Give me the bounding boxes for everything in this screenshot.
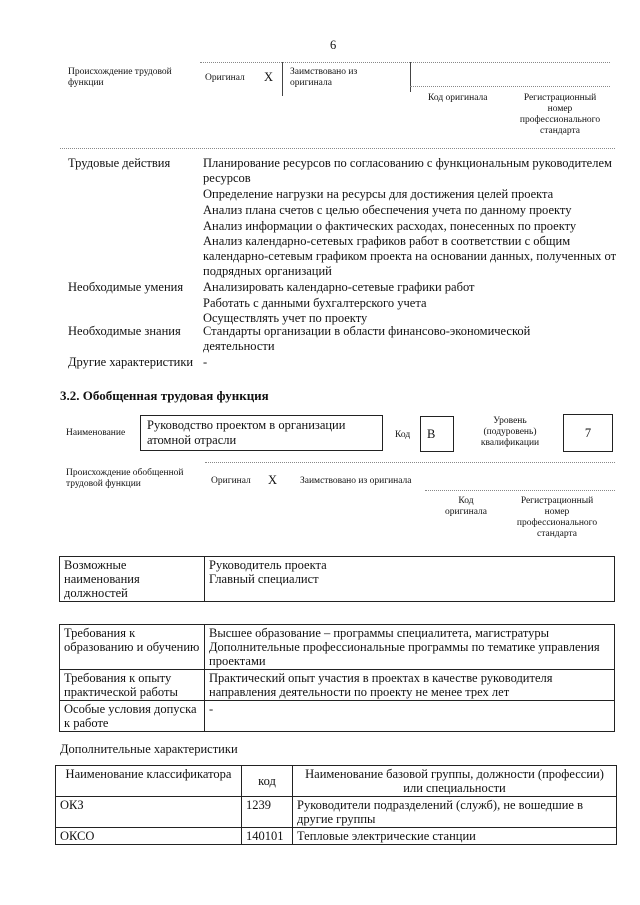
req-special-value: -: [205, 701, 615, 732]
labor-action-4: Анализ информации о фактических расходах, понесенных по проекту: [203, 219, 577, 233]
label-other: Другие характеристики: [68, 355, 194, 369]
clf-header-name: Наименование классификатора: [56, 766, 242, 797]
clf-header-group: Наименование базовой группы, должности (профессии) или специальности: [293, 766, 617, 797]
origin-code-original: Код оригинала: [428, 93, 488, 103]
req-special-label: Особые условия допуска к работе: [60, 701, 205, 732]
labor-action-5: Анализ календарно-сетевых графиков работ в соответствии с общим календарно-сетевым графиком проекта на основании данных, полученных от подрядных организаций: [203, 234, 617, 278]
origin-dotted-top: [200, 62, 610, 63]
knowledge-1: Стандарты организации в области финансово-экономической деятельности: [203, 324, 531, 353]
label-skills: Необходимые умения: [68, 280, 184, 294]
req-experience-value: Практический опыт участия в проектах в качестве руководителя направления деятельности по проекту не менее трех лет: [205, 670, 615, 701]
clf-row-1-name: ОКЗ: [56, 797, 242, 828]
level-value-box: [563, 414, 613, 452]
origin-reg-number: Регистрационный номер профессионального стандарта: [519, 93, 601, 136]
requirements-table: [59, 624, 615, 732]
origin-divider: [282, 62, 283, 96]
code-value: B: [427, 427, 436, 441]
origin-gen-mark: X: [268, 473, 278, 487]
req-experience-label: Требования к опыту практической работы: [60, 670, 205, 701]
code-label: Код: [395, 430, 411, 440]
origin-gen-reg-number: Регистрационный номер профессионального стандарта: [516, 496, 598, 539]
skill-2: Работать с данными бухгалтерского учета: [203, 296, 427, 310]
positions-table: [59, 556, 615, 602]
section-title: 3.2. Обобщенная трудовая функция: [60, 388, 269, 403]
additional-title: Дополнительные характеристики: [60, 742, 238, 756]
level-label: Уровень (подуровень) квалификации: [480, 416, 540, 448]
labor-action-1: Планирование ресурсов по согласованию с функциональным руководителем ресурсов: [203, 156, 612, 185]
clf-row-1-code: 1239: [242, 797, 293, 828]
other-value: -: [203, 355, 208, 369]
name-value-box: [140, 415, 383, 451]
separator-line: [60, 148, 615, 149]
origin-gen-label: Происхождение обобщенной трудовой функции: [66, 468, 184, 489]
req-education-label: Требования к образованию и обучению: [60, 625, 205, 670]
origin-borrowed: Заимствовано из оригинала: [290, 67, 358, 88]
req-education-value-2: Дополнительные профессиональные программы по тематике управления проектами: [209, 640, 600, 668]
labor-action-2: Определение нагрузки на ресурсы для достижения целей проекта: [203, 187, 554, 201]
origin-gen-dotted-2: [425, 490, 615, 491]
label-labor-actions: Трудовые действия: [68, 156, 171, 170]
name-label: Наименование: [66, 428, 126, 438]
position-2: Главный специалист: [209, 572, 319, 586]
origin-gen-original: Оригинал: [211, 476, 251, 486]
skill-1: Анализировать календарно-сетевые графики работ: [203, 280, 475, 294]
origin-original: Оригинал: [205, 73, 245, 83]
origin-gen-dotted: [205, 462, 615, 463]
name-value: Руководство проектом в организации атомной отрасли: [147, 418, 346, 447]
origin-divider-2: [410, 62, 411, 92]
origin-gen-borrowed: Заимствовано из оригинала: [300, 476, 412, 486]
clf-header-code: код: [242, 766, 293, 797]
origin-gen-code-original: Код оригинала: [445, 496, 487, 517]
code-value-box: [420, 416, 454, 452]
clf-row-2-group: Тепловые электрические станции: [293, 828, 617, 845]
label-knowledge: Необходимые знания: [68, 324, 181, 338]
labor-action-3: Анализ плана счетов с целью обеспечения учета по данному проекту: [203, 203, 572, 217]
origin-mark: X: [264, 70, 274, 84]
level-value: 7: [584, 426, 592, 440]
positions-values: [205, 557, 615, 602]
clf-row-2-code: 140101: [242, 828, 293, 845]
page-number: 6: [330, 38, 337, 52]
origin-dotted-mid: [410, 86, 610, 87]
origin-label: Происхождение трудовой функции: [68, 67, 172, 88]
clf-row-2-name: ОКСО: [56, 828, 242, 845]
req-education-values: [205, 625, 615, 670]
positions-label: Возможные наименования должностей: [60, 557, 205, 602]
classifiers-table: [55, 765, 617, 845]
position-1: Руководитель проекта: [209, 558, 327, 572]
clf-row-1-group: Руководители подразделений (служб), не вошедшие в другие группы: [293, 797, 617, 828]
skill-3: Осуществлять учет по проекту: [203, 311, 368, 325]
req-education-value-1: Высшее образование – программы специалитета, магистратуры: [209, 626, 550, 640]
